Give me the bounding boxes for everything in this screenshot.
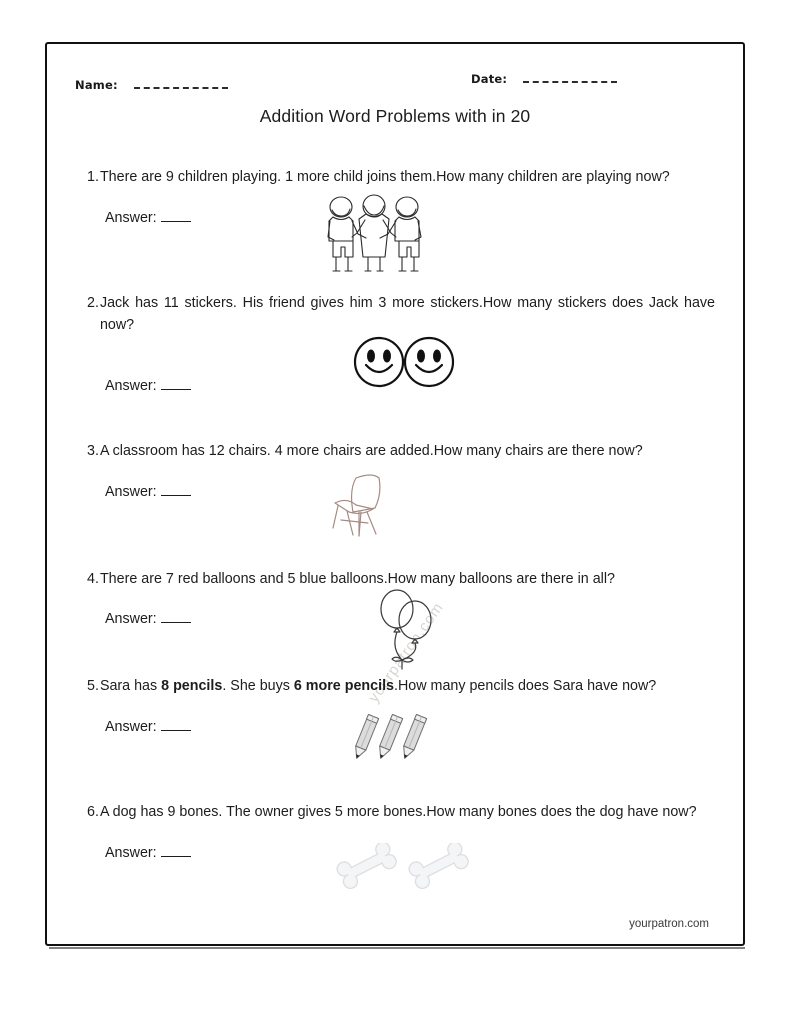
page-title: Addition Word Problems with in 20 [259,106,531,126]
question-item [87,675,715,801]
two-balloons-icon [372,586,438,675]
question-text: A dog has 9 bones. The owner gives 5 more bones.How many bones does the dog have now? [99,804,697,820]
name-field [75,78,228,92]
question-number: 2. [87,295,99,311]
header-fields [47,72,743,100]
watermark-text: yourpatron.com [365,599,447,706]
name-blank-line[interactable] [134,79,228,89]
date-blank-line[interactable] [523,73,617,83]
question-number: 5. [87,678,99,694]
question-item [87,440,715,568]
answer-row [105,611,715,627]
question-text-row [87,292,715,336]
answer-row [105,210,715,226]
question-item [87,801,715,921]
question-item [87,292,715,440]
answer-label: Answer: [105,484,157,501]
footer-site: yourpatron.com [629,918,709,930]
answer-blank-line[interactable] [161,613,191,623]
answer-row [105,845,715,861]
question-text-row [87,166,715,188]
answer-blank-line[interactable] [161,486,191,496]
answer-row [105,719,715,735]
question-text-row [87,568,715,590]
date-label: Date: [471,72,508,86]
question-number: 1. [87,169,99,185]
name-label: Name: [75,78,118,92]
worksheet-page [45,42,745,946]
question-text: Jack has 11 stickers. His friend gives him 3 more stickers.How many stickers does Jack have now? [99,295,715,334]
answer-blank-line[interactable] [161,721,191,731]
question-text: A classroom has 12 chairs. 4 more chairs are added.How many chairs are there now? [99,443,643,459]
question-text: There are 9 children playing. 1 more child joins them.How many children are playing now? [99,169,670,185]
date-field [471,72,617,86]
question-text: Sara has 8 pencils. She buys 6 more pencils.How many pencils does Sara have now? [99,678,657,694]
question-text-row [87,440,715,462]
answer-label: Answer: [105,210,157,227]
question-text-row [87,675,715,697]
answer-blank-line[interactable] [161,380,191,390]
answer-label: Answer: [105,845,157,862]
question-number: 6. [87,804,99,820]
questions-list [87,166,715,921]
answer-row [105,378,715,394]
answer-blank-line[interactable] [161,212,191,222]
three-children-holding-hands-icon [319,194,429,281]
question-text: There are 7 red balloons and 5 blue balloons.How many balloons are there in all? [99,571,615,587]
answer-row [105,484,715,500]
question-item [87,568,715,675]
question-number: 3. [87,443,99,459]
answer-label: Answer: [105,611,157,628]
answer-label: Answer: [105,378,157,395]
answer-blank-line[interactable] [161,847,191,857]
chair-icon [325,470,399,543]
question-item [87,166,715,292]
answer-label: Answer: [105,719,157,736]
question-number: 4. [87,571,99,587]
question-text-row [87,801,715,823]
